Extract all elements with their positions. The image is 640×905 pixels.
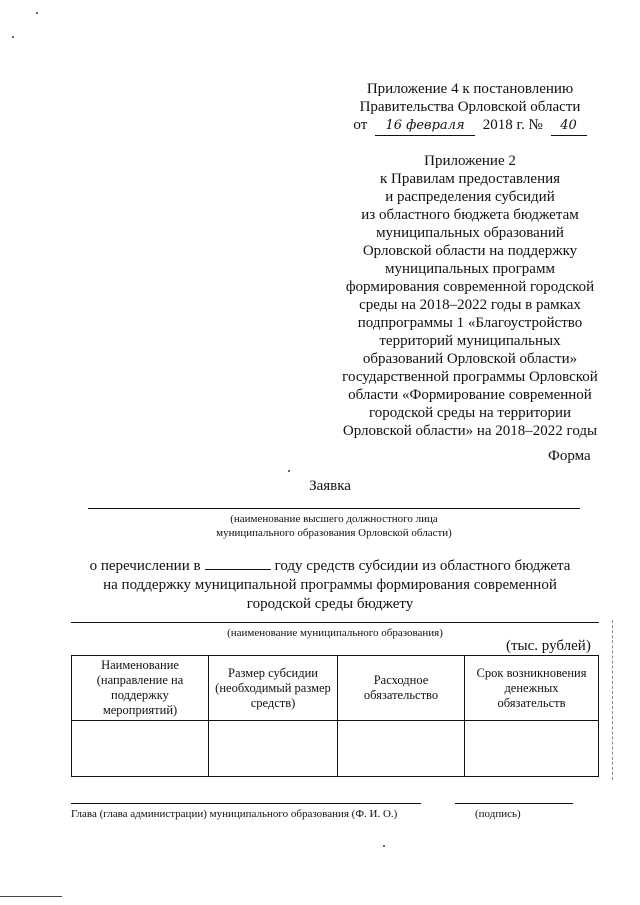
appendix2-line: образований Орловской области»: [362, 351, 578, 367]
request-line1: [60, 555, 600, 576]
appendix4-block: [320, 80, 620, 136]
appendix4-line2: Правительства Орловской области: [359, 99, 581, 115]
scan-speck: [12, 36, 14, 38]
scan-margin-mark: [612, 620, 613, 780]
head-name-line: [71, 803, 421, 804]
header-expenditure-obligation: Расходное обязательство: [338, 656, 465, 721]
header-subsidy-size: Размер субсидии (необходимый размер средств): [209, 656, 338, 721]
table-header-row: [72, 656, 599, 721]
scan-speck: [36, 12, 38, 14]
appendix2-line: области «Формирование современной: [348, 387, 592, 403]
appendix2-line: подпрограммы 1 «Благоустройство: [357, 315, 583, 331]
appendix4-line1: Приложение 4 к постановлению: [366, 81, 574, 97]
request-line2: на поддержку муниципальной программы формирования современной: [103, 577, 557, 593]
document-title: Заявка: [309, 478, 351, 494]
appendix2-line: территорий муниципальных: [379, 333, 561, 349]
units-label: (тыс. рублей): [506, 638, 591, 654]
municipality-name-line: [71, 622, 599, 623]
scan-edge-line: [0, 896, 62, 897]
appendix2-line: Орловской области на поддержку: [362, 243, 578, 259]
appendix4-date-line: [320, 116, 620, 136]
head-caption: Глава (глава администрации) муниципального образования (Ф. И. О.): [71, 808, 398, 820]
table-cell[interactable]: [465, 721, 599, 777]
official-name-line: [88, 508, 580, 509]
table-cell[interactable]: [209, 721, 338, 777]
appendix2-line: Приложение 2: [424, 153, 516, 169]
year-blank-field[interactable]: [205, 555, 271, 570]
signature-line: [455, 803, 573, 804]
from-label: от: [353, 117, 368, 133]
official-caption-line1: (наименование высшего должностного лица: [230, 513, 438, 525]
appendix2-line: из областного бюджета бюджетам: [361, 207, 579, 223]
official-caption: [84, 512, 584, 540]
handwritten-number: 40: [551, 117, 587, 136]
table-cell[interactable]: [72, 721, 209, 777]
handwritten-date: 16 февраля: [375, 117, 475, 136]
request-part2: году средств субсидии из областного бюджета: [274, 558, 571, 574]
request-part1: о перечислении в: [89, 558, 201, 574]
scan-speck: [383, 845, 385, 847]
form-label: Форма: [548, 448, 591, 464]
appendix2-line: Орловской области» на 2018–2022 годы: [342, 423, 598, 439]
number-label: №: [528, 117, 543, 133]
appendix2-line: формирования современной городской: [345, 279, 595, 295]
header-name: Наименование (направление на поддержку мероприятий): [72, 656, 209, 721]
appendix2-line: муниципальных программ: [385, 261, 555, 277]
appendix2-line: муниципальных образований: [376, 225, 564, 241]
appendix2-line: среды на 2018–2022 годы в рамках: [359, 297, 581, 313]
scan-speck: [288, 470, 290, 472]
request-line3: городской среды бюджету: [246, 596, 414, 612]
header-obligation-term: Срок возникновения денежных обязательств: [465, 656, 599, 721]
appendix2-line: и распределения субсидий: [385, 189, 555, 205]
municipality-caption: (наименование муниципального образования): [227, 627, 443, 639]
appendix2-line: государственной программы Орловской: [342, 369, 598, 385]
official-caption-line2: муниципального образования Орловской области): [216, 527, 452, 539]
table-row: [72, 721, 599, 777]
appendix2-line: городской среды на территории: [368, 405, 572, 421]
request-text: [60, 555, 600, 614]
table-cell[interactable]: [338, 721, 465, 777]
appendix2-block: [320, 152, 620, 440]
year-text: 2018 г.: [482, 117, 525, 133]
signature-caption: (подпись): [475, 808, 521, 820]
appendix2-line: к Правилам предоставления: [379, 171, 561, 187]
request-table: [71, 655, 599, 777]
